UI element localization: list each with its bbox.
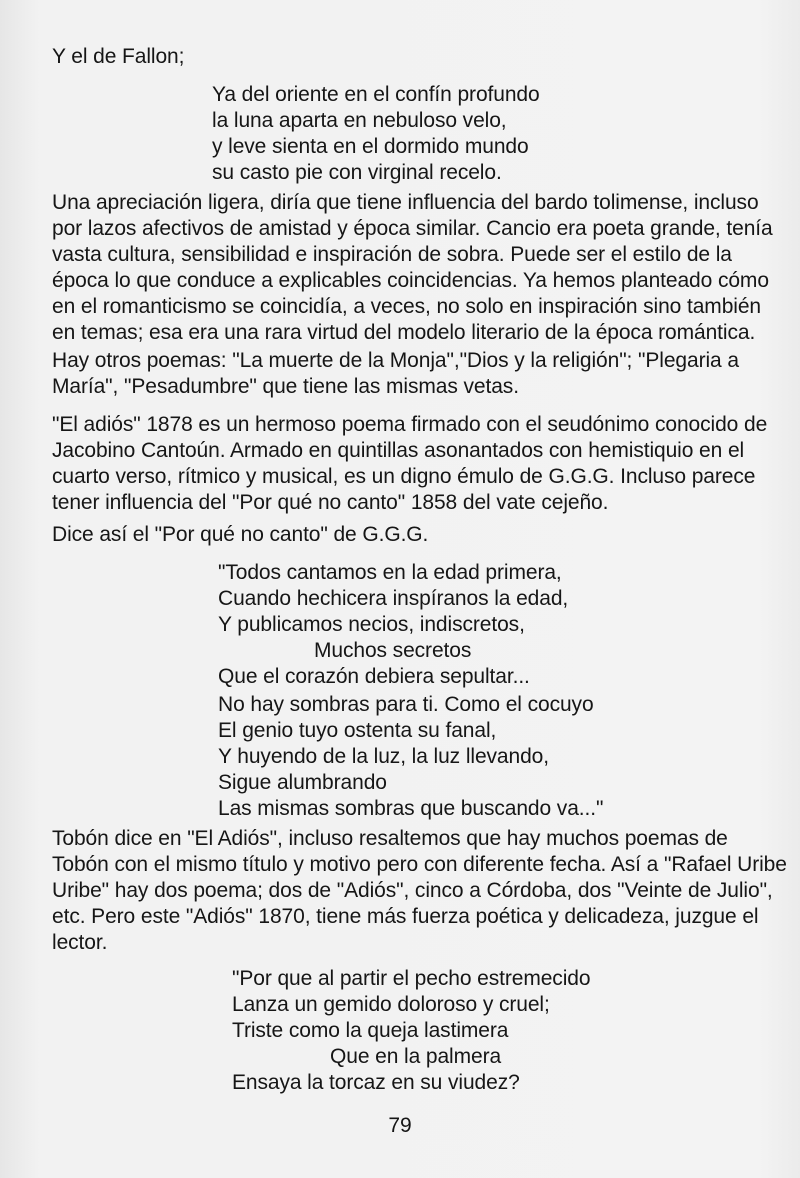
verse-line: Cuando hechicera inspíranos la edad, — [218, 587, 569, 610]
verse-line: Ya del oriente en el confín profundo — [212, 83, 540, 106]
verse-line: Que el corazón debiera sepultar... — [218, 665, 530, 688]
verse-line: y leve sienta en el dormido mundo — [212, 135, 529, 158]
paragraph-line: en temas; esa era una rara virtud del modelo literario de la época romántica. — [52, 321, 756, 344]
verse-line: Las mismas sombras que buscando va..." — [218, 797, 604, 820]
page-number: 79 — [388, 1114, 412, 1137]
intro-quote-line: Dice así el "Por qué no canto" de G.G.G. — [52, 523, 429, 546]
poem-fallon — [212, 82, 540, 186]
verse-line: Triste como la queja lastimera — [232, 1019, 509, 1042]
paragraph-line: "El adiós" 1878 es un hermoso poema firmado con el seudónimo conocido de — [52, 413, 768, 436]
paragraph-line: Tobón dice en "El Adiós", incluso resaltemos que hay muchos poemas de — [52, 827, 728, 850]
paragraph-line: Tobón con el mismo título y motivo pero con diferente fecha. Así a "Rafael Uribe — [52, 853, 787, 876]
paragraph-appreciation — [52, 190, 773, 346]
paragraph-line: lector. — [52, 931, 108, 954]
poem-por-que-no-canto-stanza-2 — [218, 692, 603, 822]
paragraph-el-adios — [52, 412, 768, 516]
poem-adios — [232, 966, 590, 1096]
verse-line: Sigue alumbrando — [218, 771, 387, 794]
paragraph-line: época lo que conduce a explicables coincidencias. Ya hemos planteado cómo — [52, 269, 769, 292]
paragraph-line: tener influencia del "Por qué no canto" 1858 del vate cejeño. — [52, 491, 609, 514]
paragraph-line: cuarto verso, rítmico y musical, es un digno émulo de G.G.G. Incluso parece — [52, 465, 756, 488]
verse-line: Y huyendo de la luz, la luz llevando, — [218, 745, 549, 768]
verse-line: la luna aparta en nebuloso velo, — [212, 109, 507, 132]
paragraph-line: Hay otros poemas: "La muerte de la Monja","Dios y la religión"; "Plegaria a — [52, 349, 739, 372]
paragraph-line: Jacobino Cantoún. Armado en quintillas asonantados con hemistiquio en el — [52, 439, 745, 462]
verse-line: No hay sombras para ti. Como el cocuyo — [218, 693, 594, 716]
paragraph-line: vasta cultura, sensibilidad e inspiración de sobra. Puede ser el estilo de la — [52, 243, 732, 266]
intro-line: Y el de Fallon; — [52, 45, 185, 68]
paragraph-line: Uribe" hay dos poema; dos de "Adiós", cinco a Córdoba, dos "Veinte de Julio", — [52, 879, 773, 902]
verse-line: Ensaya la torcaz en su viudez? — [232, 1071, 520, 1094]
verse-line-indented: Muchos secretos — [314, 639, 472, 662]
verse-line: Y publicamos necios, indiscretos, — [218, 613, 525, 636]
poem-por-que-no-canto-stanza-1 — [218, 560, 568, 690]
verse-line: "Todos cantamos en la edad primera, — [218, 561, 562, 584]
paragraph-line: en el romanticismo se coincidía, a veces, no solo en inspiración sino también — [52, 295, 762, 318]
paragraph-line: por lazos afectivos de amistad y época similar. Cancio era poeta grande, tenía — [52, 217, 773, 240]
verse-line: El genio tuyo ostenta su fanal, — [218, 719, 497, 742]
paragraph-line: Una apreciación ligera, diría que tiene influencia del bardo tolimense, incluso — [52, 191, 759, 214]
verse-line-indented: Que en la palmera — [330, 1045, 502, 1068]
verse-line: Lanza un gemido doloroso y cruel; — [232, 993, 550, 1016]
paragraph-line: María", "Pesadumbre" que tiene las mismas vetas. — [52, 375, 519, 398]
verse-line: su casto pie con virginal recelo. — [212, 161, 502, 184]
paragraph-line: etc. Pero este "Adiós" 1870, tiene más fuerza poética y delicadeza, juzgue el — [52, 905, 759, 928]
paragraph-tobon — [52, 826, 787, 956]
verse-line: "Por que al partir el pecho estremecido — [232, 967, 591, 990]
paragraph-other-poems — [52, 348, 758, 400]
